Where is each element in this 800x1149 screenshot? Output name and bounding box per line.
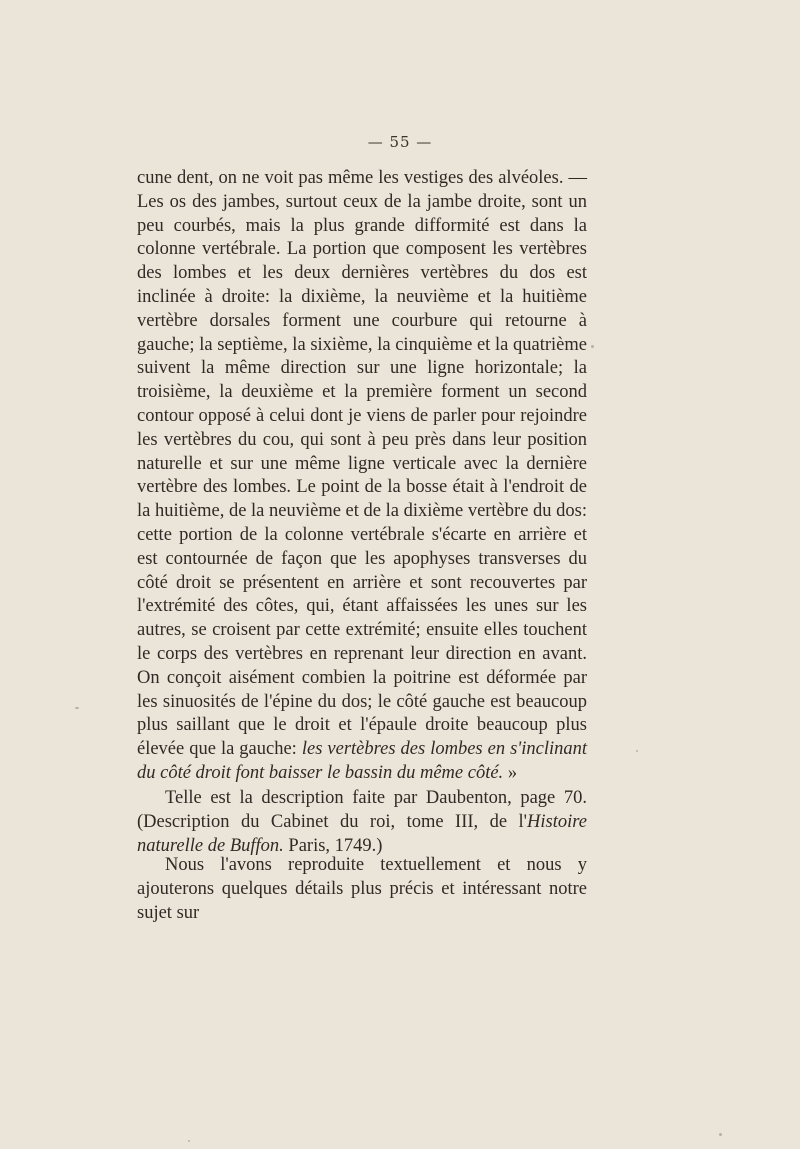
closing-paragraph bbox=[137, 854, 587, 925]
quote-text: cune dent, on ne voit pas même les vestiges des alvéoles. — Les os des jambes, surtout ceux de la jambe droite, sont un peu courbés, mais la plus grande difformité est dans la colonne vertébrale. La portion que composent les vertèbres des lombes et les deux dernières vertèbres du dos est inclinée à droite: la dixième, la neuvième et la huitième vertèbre dorsales forment une courbure qui retourne à gauche; la septième, la sixième, la cinquième et la quatrième suivent la même direction sur une ligne horizontale; la troisième, la deuxième et la première forment un second contour opposé à celui dont je viens de parler pour rejoindre les vertèbres du cou, qui sont à peu près dans leur position naturelle et sur une même ligne verticale avec la dernière vertèbre des lombes. Le point de la bosse était à l'endroit de la huitième, de la neuvième et de la dixième vertèbre du dos: cette portion de la colonne vertébrale s'écarte en arrière et est contournée de façon que les apophyses transverses du côté droit se présentent en arrière et sont recouvertes par l'extrémité des côtes, qui, étant affaissées les unes sur les autres, se croisent par cette extrémité; ensuite elles touchent le corps des vertèbres en reprenant leur direction en avant. On conçoit aisément combien la poitrine est déformée par les sinuosités de l'épine du dos; le côté gauche est beaucoup plus saillant que le droit et l'épaule droite beaucoup plus élevée que la gauche: bbox=[137, 168, 587, 760]
paper-speck bbox=[75, 707, 79, 709]
citation-text: Telle est la description faite par Daubenton, page 70. (Description du Cabinet du roi, tome III, de l' bbox=[137, 788, 587, 832]
page-number: — 55 — bbox=[367, 133, 433, 151]
closing-quote-mark: » bbox=[503, 762, 518, 783]
paper-speck bbox=[719, 1133, 722, 1136]
source-citation bbox=[137, 787, 587, 858]
source-paragraph bbox=[137, 787, 587, 858]
citation-text-end: Paris, 1749.) bbox=[283, 835, 383, 856]
paper-speck bbox=[188, 1140, 190, 1142]
paper-speck bbox=[636, 750, 638, 752]
quoted-paragraph bbox=[137, 167, 587, 786]
paper-speck bbox=[591, 345, 594, 348]
closing-paragraph-text: Nous l'avons reproduite textuellement et nous y ajouterons quelques détails plus précis et intéressant notre sujet sur bbox=[137, 855, 587, 923]
quote-italic-text: les vertèbres des lombes en s'inclinant du côté droit font baisser le bassin du même côté. bbox=[137, 739, 588, 783]
citation-italic-title: Histoire naturelle de Buffon. bbox=[137, 811, 587, 856]
quoted-passage bbox=[137, 167, 587, 786]
